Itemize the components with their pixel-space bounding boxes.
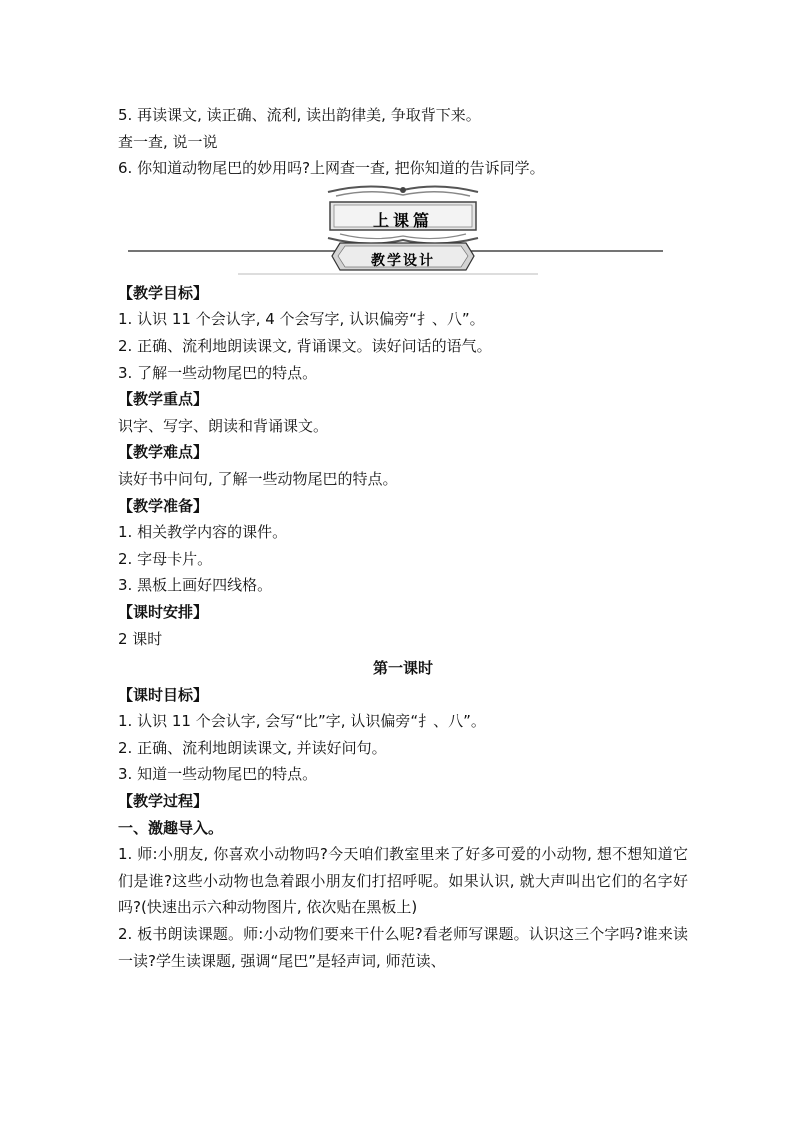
- prep-item: 3. 黑板上画好四线格。: [118, 576, 273, 595]
- section-banner: [118, 182, 688, 280]
- key-heading: 【教学重点】: [118, 390, 209, 409]
- step1-heading: 一、激趣导入。: [118, 818, 224, 837]
- intro-item-5: 5. 再读课文, 读正确、流利, 读出韵律美, 争取背下来。: [118, 106, 481, 124]
- lesson-goal-item: 1. 认识 11 个会认字, 会写“比”字, 认识偏旁“扌、八”。: [118, 712, 486, 731]
- lesson-goal-item: 3. 知道一些动物尾巴的特点。: [118, 765, 318, 784]
- check-heading: 查一查, 说一说: [118, 132, 218, 151]
- banner-title: 上课篇: [372, 210, 433, 230]
- schedule-text: 2 课时: [118, 629, 163, 648]
- schedule-heading: 【课时安排】: [118, 602, 209, 621]
- paragraph: 1. 师:小朋友, 你喜欢小动物吗?今天咱们教室里来了好多可爱的小动物, 想不想知道它们是谁?这些小动物也急着跟小朋友们打招呼呢。如果认识, 就大声叫出它们的名字好吗?(快速出示六种动物图片, 依次贴在黑板上): [118, 845, 688, 917]
- goal-item: 2. 正确、流利地朗读课文, 背诵课文。读好问话的语气。: [118, 336, 492, 355]
- intro-item-6: 6. 你知道动物尾巴的妙用吗?上网查一查, 把你知道的告诉同学。: [118, 159, 545, 178]
- goals-heading: 【教学目标】: [118, 283, 209, 302]
- lesson-goal-item: 2. 正确、流利地朗读课文, 并读好问句。: [118, 738, 387, 757]
- lesson-goals-heading: 【课时目标】: [118, 685, 209, 704]
- key-text: 识字、写字、朗读和背诵课文。: [118, 416, 329, 435]
- prep-item: 1. 相关教学内容的课件。: [118, 523, 288, 542]
- goal-item: 3. 了解一些动物尾巴的特点。: [118, 363, 318, 382]
- prep-heading: 【教学准备】: [118, 496, 209, 515]
- banner-subtitle: 教学设计: [371, 252, 435, 269]
- difficulty-text: 读好书中问句, 了解一些动物尾巴的特点。: [118, 469, 398, 488]
- process-heading: 【教学过程】: [118, 792, 209, 811]
- paragraph: 2. 板书朗读课题。师:小动物们要来干什么呢?看老师写课题。认识这三个字吗?谁来读一读?学生读课题, 强调“尾巴”是轻声词, 师范读、: [118, 925, 688, 970]
- prep-item: 2. 字母卡片。: [118, 549, 213, 568]
- difficulty-heading: 【教学难点】: [118, 443, 209, 462]
- goal-item: 1. 认识 11 个会认字, 4 个会写字, 认识偏旁“扌、八”。: [118, 310, 485, 329]
- lesson-title: 第一课时: [372, 659, 433, 678]
- document-content: [118, 102, 688, 974]
